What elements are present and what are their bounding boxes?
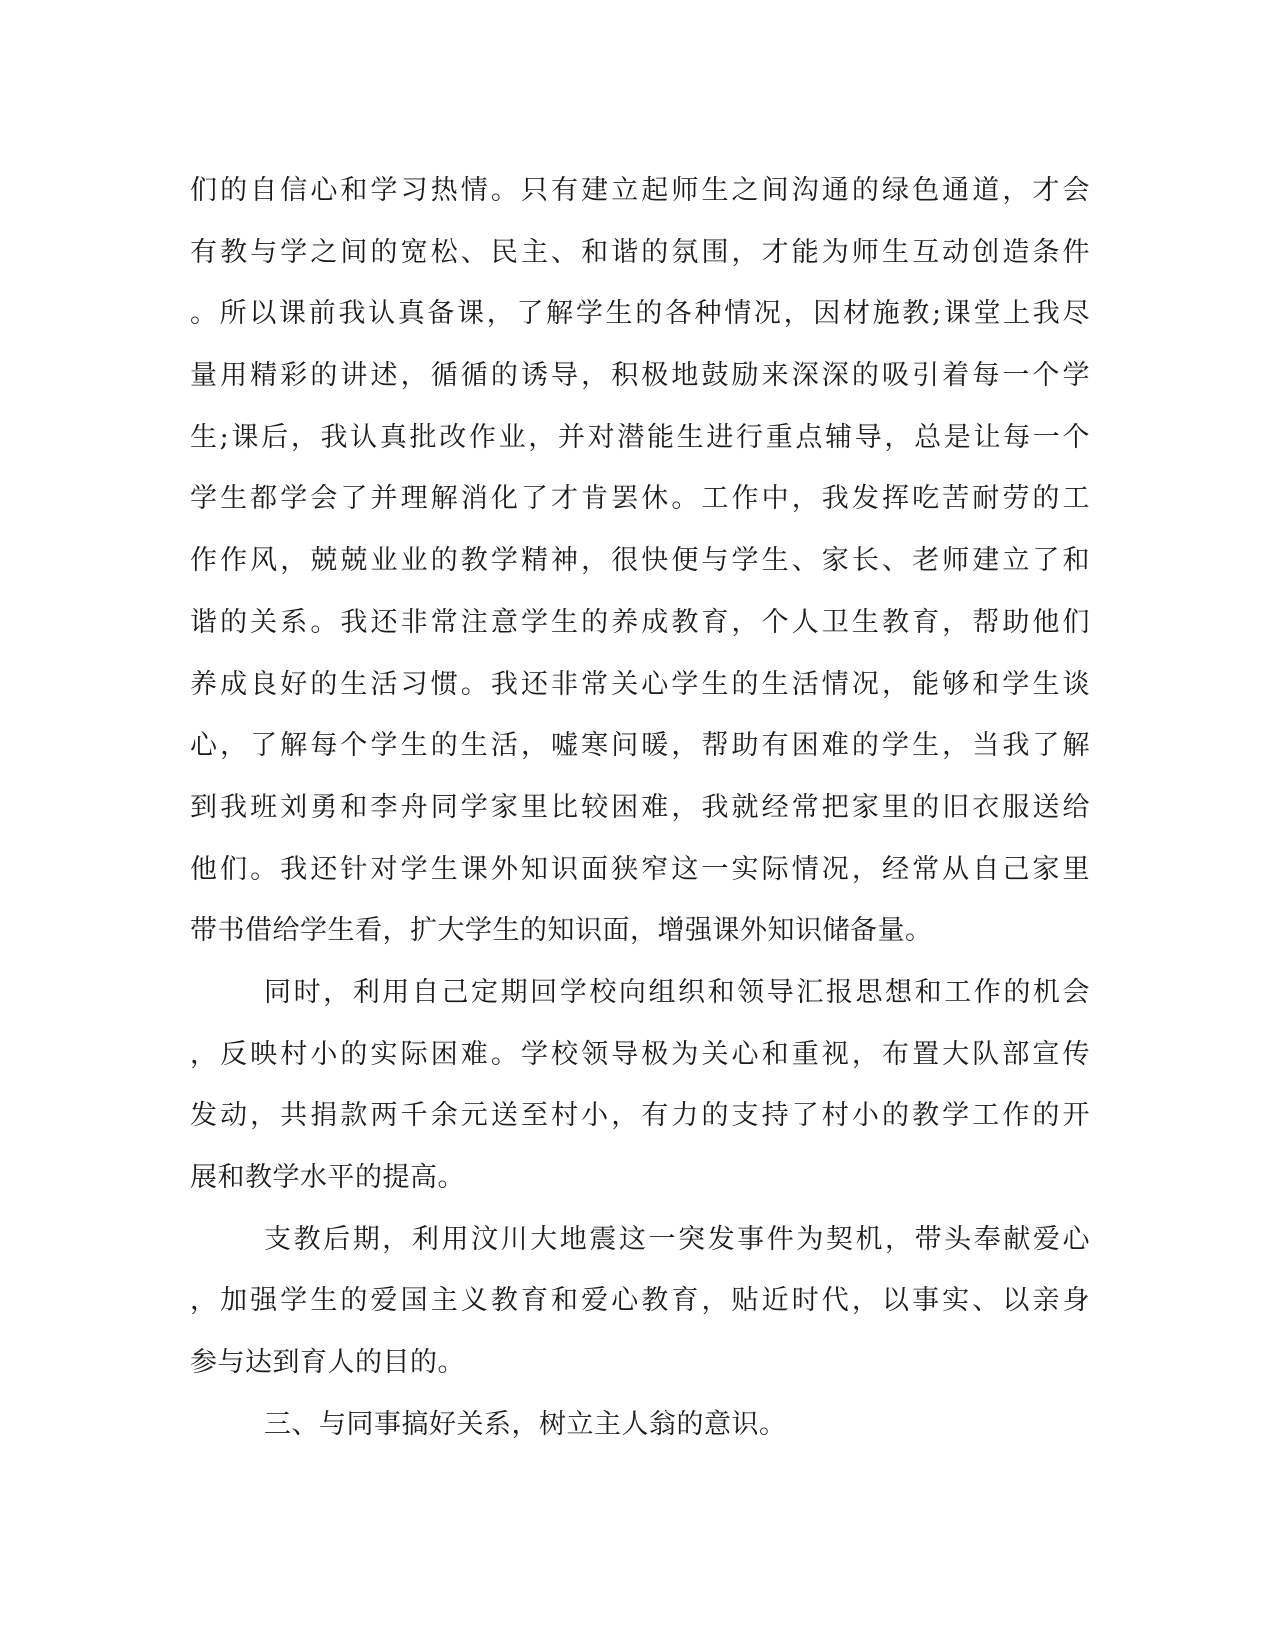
text-line: 参与达到育人的目的。 [190,1347,465,1379]
text-line: 养成良好的生活习惯。我还非常关心学生的生活情况，能够和学生谈 [190,668,1090,700]
text-line: 们的自信心和学习热情。只有建立起师生之间沟通的绿色通道，才会 [190,175,1090,206]
paragraph-start-line: 同时，利用自己定期回学校向组织和领导汇报思想和工作的机会 [264,976,1090,1008]
text-line: 心，了解每个学生的生活，嘘寒问暖，帮助有困难的学生，当我了解 [190,730,1090,762]
text-line: 到我班刘勇和李舟同学家里比较困难，我就经常把家里的旧衣服送给 [190,791,1090,823]
text-line: 有教与学之间的宽松、民主、和谐的氛围，才能为师生互动创造条件 [190,236,1090,268]
text-line: 展和教学水平的提高。 [190,1162,465,1193]
text-line: 量用精彩的讲述，循循的诱导，积极地鼓励来深深的吸引着每一个学 [190,360,1090,392]
text-line: 。所以课前我认真备课，了解学生的各种情况，因材施教;课堂上我尽 [190,298,1090,330]
text-line: ，反映村小的实际困难。学校领导极为关心和重视，布置大队部宣传 [190,1038,1090,1070]
text-line: 带书借给学生看，扩大学生的知识面，增强课外知识储备量。 [190,915,933,947]
paragraph-start-line: 支教后期，利用汶川大地震这一突发事件为契机，带头奉献爱心 [264,1223,1090,1255]
section-heading: 三、与同事搞好关系，树立主人翁的意识。 [264,1408,787,1440]
text-line: 学生都学会了并理解消化了才肯罢休。工作中，我发挥吃苦耐劳的工 [190,483,1090,515]
text-line: 生;课后，我认真批改作业，并对潜能生进行重点辅导，总是让每一个 [190,421,1090,453]
text-line: ，加强学生的爱国主义教育和爱心教育，贴近时代，以事实、以亲身 [190,1285,1090,1317]
document-body [190,160,1090,1455]
text-line: 发动，共捐款两千余元送至村小，有力的支持了村小的教学工作的开 [190,1100,1090,1132]
text-line: 作作风，兢兢业业的教学精神，很快便与学生、家长、老师建立了和 [190,545,1090,577]
text-line: 谐的关系。我还非常注意学生的养成教育，个人卫生教育，帮助他们 [190,606,1090,638]
text-line: 他们。我还针对学生课外知识面狭窄这一实际情况，经常从自己家里 [190,853,1090,885]
